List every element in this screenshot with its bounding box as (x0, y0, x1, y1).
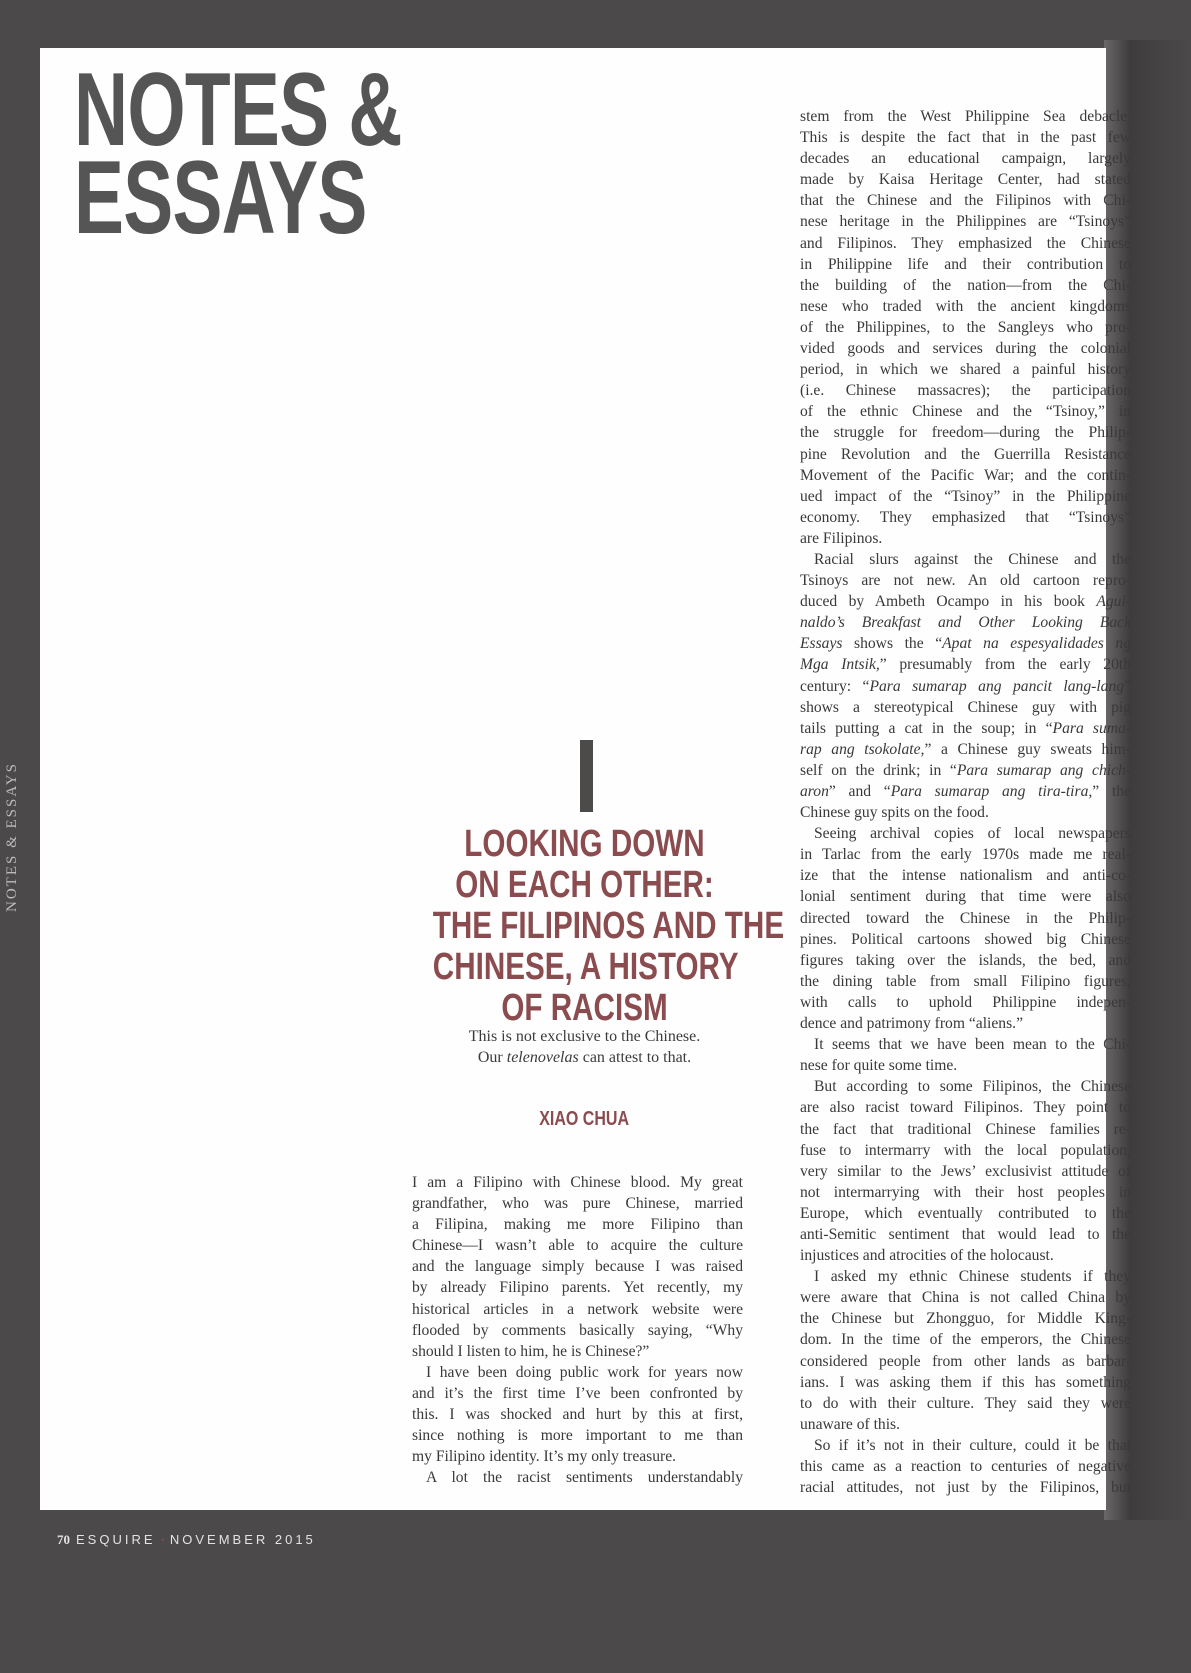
text: It seems that we have been mean to the Chi- (814, 1036, 1131, 1054)
paragraph (800, 1435, 1131, 1498)
text-line (800, 886, 1131, 907)
paragraph (412, 1172, 743, 1362)
text-line (800, 190, 1131, 211)
text: shows a stereotypical Chinese guy with pig (800, 698, 1131, 716)
text-line (412, 1256, 743, 1277)
headline-line: ON EACH OTHER: (455, 864, 714, 906)
text: the fact that traditional Chinese families re- (800, 1120, 1131, 1138)
article-dek (390, 1026, 779, 1068)
text: grandfather, who was pure Chinese, married (412, 1195, 743, 1213)
text: in Tarlac from the early 1970s made me real- (800, 846, 1131, 864)
text: I asked my ethnic Chinese students if they (814, 1268, 1131, 1286)
text: that the Chinese and the Filipinos with Chi- (800, 192, 1131, 210)
text: in Philippine life and their contribution to (800, 255, 1131, 273)
text: dom. In the time of the emperors, the Chinese (800, 1331, 1131, 1349)
italic-text: Apat na espesyalidades ng (942, 635, 1131, 653)
text: A lot the racist sentiments understandably (426, 1469, 743, 1487)
text-line (412, 1383, 743, 1404)
headline-line: CHINESE, A HISTORY (432, 946, 739, 988)
text: period, in which we shared a painful history (800, 361, 1131, 379)
section-label-vertical: NOTES & ESSAYS (4, 762, 20, 912)
text: Europe, which eventually contributed to the (800, 1204, 1131, 1222)
dek-line (390, 1026, 779, 1047)
text-line (800, 1414, 1131, 1435)
text: ued impact of the “Tsinoy” in the Philippine (800, 487, 1131, 505)
italic-text: Essays (800, 635, 843, 653)
text: nese who traded with the ancient kingdoms (800, 297, 1131, 315)
text: this came as a reaction to centuries of negative (800, 1458, 1131, 1475)
text: Seeing archival copies of local newspapers (814, 825, 1131, 843)
italic-text: naldo’s Breakfast and Other Looking Back (800, 614, 1131, 632)
text-line (412, 1277, 743, 1298)
italic-text: Para suma- (1052, 719, 1132, 737)
paragraph (800, 1034, 1131, 1076)
text: nese for quite some time. (800, 1057, 958, 1075)
text-line (800, 106, 1131, 127)
text: economy. They emphasized that “Tsinoys” (800, 508, 1131, 526)
text: historical articles in a network website were (412, 1300, 743, 1318)
text-line (800, 1203, 1131, 1224)
text: stem from the West Philippine Sea debacle. (800, 108, 1131, 125)
text-line (800, 697, 1131, 718)
magazine-name: ESQUIRE (76, 1532, 156, 1547)
text-line (800, 1013, 1131, 1034)
text-line (800, 950, 1131, 971)
text: should I listen to him, he is Chinese?” (412, 1342, 650, 1360)
paragraph (800, 823, 1131, 1034)
text-line (800, 1393, 1131, 1414)
body-column-right (800, 106, 1131, 1498)
text: ” presumably from the early 20th (879, 656, 1132, 674)
text-line (800, 570, 1131, 591)
text-line (800, 802, 1131, 823)
text-line (800, 865, 1131, 886)
section-title-line: NOTES & (74, 52, 402, 168)
text-line (800, 1161, 1131, 1182)
text: a Filipina, making me more Filipino than (412, 1216, 743, 1234)
text-line (800, 1055, 1131, 1076)
text-line (800, 1076, 1131, 1097)
text-line (800, 254, 1131, 275)
text-line (800, 1456, 1131, 1477)
text-line (800, 1182, 1131, 1203)
text-line (800, 401, 1131, 422)
text-line (800, 908, 1131, 929)
text-line (412, 1404, 743, 1425)
text: ” (1124, 677, 1131, 695)
text: ians. I was asking them if this has something (800, 1373, 1131, 1391)
text: injustices and atrocities of the holocaust. (800, 1247, 1054, 1265)
text: Chinese guy spits on the food. (800, 804, 989, 822)
text-line (800, 211, 1131, 232)
dek-line (390, 1047, 779, 1068)
text: decades an educational campaign, largely (800, 150, 1131, 168)
text: pine Revolution and the Guerrilla Resistance (800, 445, 1131, 463)
text-line (800, 971, 1131, 992)
text: I have been doing public work for years now (426, 1363, 743, 1381)
text: fuse to intermarry with the local population, (800, 1141, 1131, 1159)
text: this. I was shocked and hurt by this at first, (412, 1406, 743, 1424)
text-line (800, 380, 1131, 401)
text-line (800, 1287, 1131, 1308)
text-line (800, 1329, 1131, 1350)
italic-text: rap ang tsokolate, (800, 740, 925, 758)
paragraph (800, 549, 1131, 823)
author-name: XIAO CHUA (539, 1108, 630, 1130)
text: with calls to uphold Philippine indepen- (800, 993, 1131, 1011)
text-line (800, 1266, 1131, 1287)
paragraph (800, 106, 1131, 549)
headline-line: OF RACISM (501, 987, 668, 1029)
text: were aware that China is not called China by (800, 1289, 1131, 1307)
page-number: 70 (57, 1532, 70, 1547)
text-line (800, 992, 1131, 1013)
text-line (800, 1351, 1131, 1372)
paragraph (412, 1467, 743, 1488)
text-line (800, 823, 1131, 844)
text-line (800, 422, 1131, 443)
text: ” and “ (828, 783, 891, 800)
text: ize that the intense nationalism and anti-co- (800, 867, 1131, 885)
page-footer (57, 1532, 316, 1548)
headline-line: THE FILIPINOS AND THE (432, 905, 785, 947)
section-title (74, 52, 402, 256)
paragraph (800, 1266, 1131, 1435)
text-line (800, 338, 1131, 359)
body-column-left (412, 1172, 743, 1488)
text-line (412, 1425, 743, 1446)
text-line (412, 1446, 743, 1467)
text: But according to some Filipinos, the Chinese (814, 1078, 1131, 1096)
text: unaware of this. (800, 1415, 901, 1433)
text: made by Kaisa Heritage Center, had stated (800, 171, 1131, 189)
text: not intermarrying with their host peoples in (800, 1183, 1131, 1201)
paragraph (800, 1076, 1131, 1266)
text-line (412, 1467, 743, 1488)
text-line (800, 275, 1131, 296)
text: flooded by comments basically saying, “Why (412, 1321, 743, 1339)
italic-text: Mga Intsik, (800, 656, 880, 674)
text: Chinese—I wasn’t able to acquire the culture (412, 1237, 743, 1255)
text: century: “ (800, 677, 870, 695)
text: of the ethnic Chinese and the “Tsinoy,” in (800, 403, 1131, 421)
text-line (412, 1214, 743, 1235)
text: ” a Chinese guy sweats him- (924, 740, 1131, 758)
footer-separator: · (160, 1532, 165, 1547)
text-line (800, 1372, 1131, 1393)
text: ” the (1092, 783, 1131, 800)
text: by already Filipino parents. Yet recently, my (412, 1279, 743, 1297)
dek-text: This is not exclusive to the Chinese. (468, 1028, 701, 1045)
text-line (800, 507, 1131, 528)
magazine-page (40, 48, 1132, 1510)
text: dence and patrimony from “aliens.” (800, 1015, 1023, 1033)
text-line (412, 1172, 743, 1193)
italic-text: aron (800, 783, 829, 800)
text-line (800, 148, 1131, 169)
text-line (800, 1034, 1131, 1055)
text: are also racist toward Filipinos. They point to (800, 1099, 1131, 1117)
text-line (800, 654, 1131, 675)
dek-text: can attest to that. (578, 1049, 692, 1066)
text: shows the “ (842, 635, 943, 653)
text-line (800, 1140, 1131, 1161)
text-line (800, 444, 1131, 465)
text-line (800, 718, 1131, 739)
article-headline (390, 823, 785, 1029)
text-line (800, 844, 1131, 865)
text-line (800, 169, 1131, 190)
text: and Filipinos. They emphasized the Chinese (800, 234, 1131, 252)
text: and it’s the first time I’ve been confronted by (412, 1384, 743, 1402)
text-line (800, 1308, 1131, 1329)
text-line (800, 1245, 1131, 1266)
text: tails putting a cat in the soup; in “ (800, 719, 1053, 737)
text-line (412, 1341, 743, 1362)
text: lonial sentiment during that time were also (800, 888, 1131, 906)
text: Tsinoys are not new. An old cartoon repro- (800, 572, 1131, 590)
text: the dining table from small Filipino figures, (800, 972, 1131, 990)
headline-line: LOOKING DOWN (464, 823, 705, 865)
text-line (800, 591, 1131, 612)
text: directed toward the Chinese in the Philip- (800, 909, 1131, 927)
text-line (800, 1224, 1131, 1245)
text: vided goods and services during the colonial (800, 340, 1131, 358)
text-line (412, 1235, 743, 1256)
text-line (412, 1320, 743, 1341)
issue-date: NOVEMBER 2015 (169, 1532, 316, 1547)
text-line (800, 760, 1131, 781)
text-line (800, 549, 1131, 570)
italic-text: Para sumarap ang pancit lang-lang (869, 677, 1125, 695)
text-line (800, 296, 1131, 317)
text: the struggle for freedom—during the Philip- (800, 424, 1131, 442)
text-line (412, 1362, 743, 1383)
text: and the language simply because I was raised (412, 1258, 743, 1276)
text: the building of the nation—from the Chi- (800, 276, 1131, 294)
text-line (800, 929, 1131, 950)
text: nese heritage in the Philippines are “Tsinoys” (800, 213, 1131, 231)
text: (i.e. Chinese massacres); the participation (800, 382, 1131, 400)
text: pines. Political cartoons showed big Chinese (800, 930, 1131, 948)
byline (390, 1108, 779, 1131)
text: of the Philippines, to the Sangleys who pro- (800, 318, 1131, 336)
text-line (412, 1193, 743, 1214)
italic-text: Para sumarap ang tira-tira, (890, 783, 1093, 800)
text: since nothing is more important to me than (412, 1427, 743, 1445)
paragraph (412, 1362, 743, 1467)
dek-text: Our (477, 1049, 507, 1066)
text: very similar to the Jews’ exclusivist attitude of (800, 1162, 1131, 1180)
text: figures taking over the islands, the bed, and (800, 951, 1131, 969)
text-line (800, 359, 1131, 380)
text: This is despite the fact that in the past few (800, 129, 1131, 147)
text-line (800, 317, 1131, 338)
text-line (800, 1477, 1131, 1498)
section-title-line: ESSAYS (74, 140, 367, 256)
text-line (800, 1097, 1131, 1118)
headline-accent-bar (580, 740, 593, 812)
text-line (800, 1435, 1131, 1456)
text-line (800, 1119, 1131, 1140)
text-line (800, 781, 1131, 802)
text-line (800, 233, 1131, 254)
text: considered people from other lands as barbar- (800, 1352, 1131, 1370)
text: racial attitudes, not just by the Filipinos, but (800, 1479, 1131, 1497)
text: anti-Semitic sentiment that would lead to the (800, 1225, 1131, 1243)
text: duced by Ambeth Ocampo in his book (800, 593, 1097, 611)
text-line (800, 612, 1131, 633)
text: are Filipinos. (800, 529, 883, 547)
text-line (800, 633, 1131, 654)
text-line (800, 127, 1131, 148)
text-line (800, 676, 1131, 697)
text-line (412, 1299, 743, 1320)
text: Racial slurs against the Chinese and the (814, 550, 1131, 568)
text: I am a Filipino with Chinese blood. My great (412, 1174, 743, 1191)
text: my Filipino identity. It’s my only treasure. (412, 1448, 677, 1466)
text-line (800, 528, 1131, 549)
italic-text: Agui- (1096, 593, 1131, 611)
text-line (800, 739, 1131, 760)
text: to do with their culture. They said they were (800, 1394, 1131, 1412)
text: So if it’s not in their culture, could it be that (814, 1436, 1131, 1454)
text-line (800, 486, 1131, 507)
text: Movement of the Pacific War; and the contin- (800, 466, 1131, 484)
text: the Chinese but Zhongguo, for Middle King- (800, 1310, 1131, 1328)
dek-text-italic: telenovelas (506, 1049, 579, 1066)
text: self on the drink; in “ (800, 761, 957, 779)
text-line (800, 465, 1131, 486)
italic-text: Para sumarap ang chich- (956, 761, 1131, 779)
